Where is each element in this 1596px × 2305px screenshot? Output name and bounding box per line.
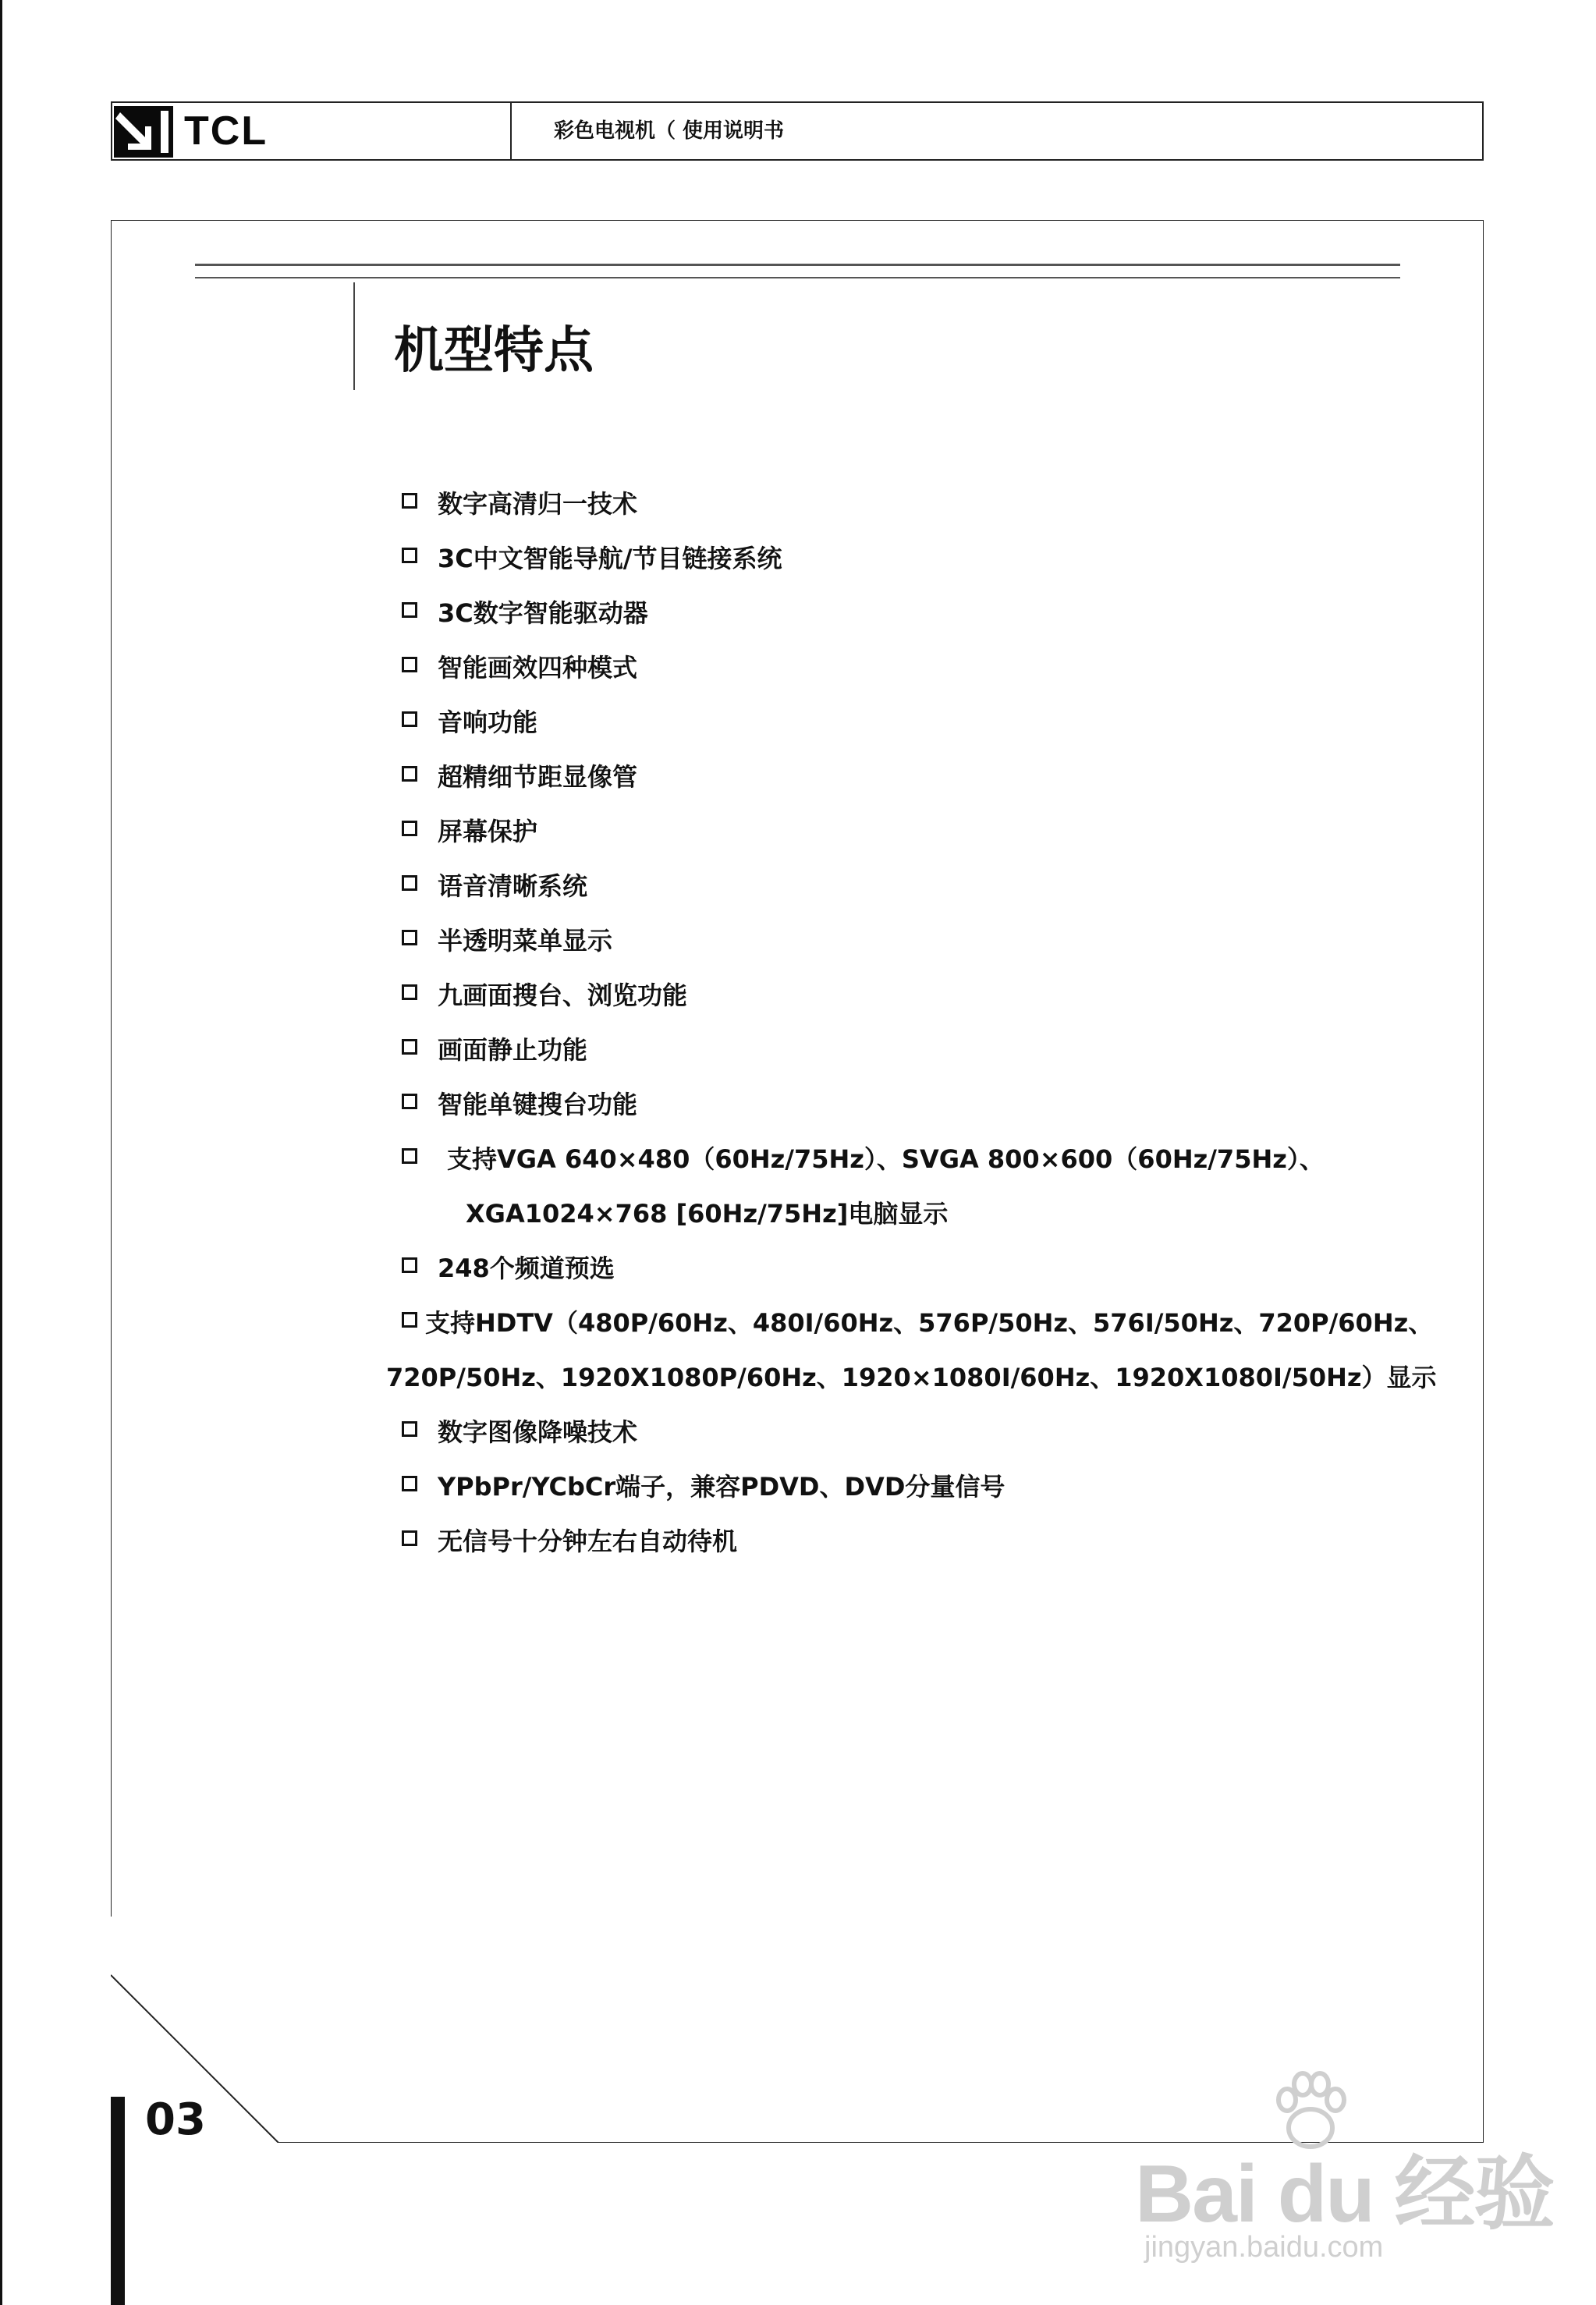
empty-square-icon: [402, 984, 417, 1000]
feature-text-line: 支持VGA 640×480（60Hz/75Hz）、SVGA 800×600（60Hz/75Hz）、: [447, 1144, 1325, 1174]
feature-text: YPbPr/YCbCr端子，兼容PDVD、DVD分量信号: [438, 1472, 1005, 1502]
feature-text: 3C中文智能导航/节目链接系统: [438, 544, 782, 573]
list-item: [402, 591, 1416, 646]
empty-square-icon: [402, 930, 417, 945]
logo-text: TCL: [184, 108, 268, 154]
list-item: [402, 755, 1416, 810]
header-title: 彩色电视机（ 使用说明书: [554, 119, 785, 143]
empty-square-icon: [402, 548, 417, 563]
empty-square-icon: [402, 1257, 417, 1273]
feature-text: 音响功能: [438, 707, 538, 737]
feature-text: 语音清晰系统: [438, 871, 588, 901]
empty-square-icon: [402, 657, 417, 672]
empty-square-icon: [402, 1094, 417, 1109]
empty-square-icon: [402, 1039, 417, 1055]
feature-text: 智能单键搜台功能: [438, 1090, 638, 1119]
feature-text: 数字图像降噪技术: [438, 1417, 638, 1447]
empty-square-icon: [402, 602, 417, 618]
list-item: [402, 482, 1416, 537]
empty-square-icon: [402, 821, 417, 836]
feature-text: 半透明菜单显示: [438, 926, 613, 956]
empty-square-icon: [402, 1530, 417, 1546]
empty-square-icon: [402, 493, 417, 509]
tcl-logo-icon: [114, 106, 173, 158]
feature-text-line: 支持HDTV（480P/60Hz、480I/60Hz、576P/50Hz、576I/50Hz、720P/60Hz、: [425, 1308, 1434, 1338]
empty-square-icon: [402, 766, 417, 782]
feature-text: 画面静止功能: [438, 1035, 588, 1065]
feature-text: 屏幕保护: [438, 817, 538, 846]
list-item: [402, 864, 1416, 919]
title-accent-rule: [353, 282, 355, 390]
page-edge-rule: [0, 0, 2, 2305]
section-title: 机型特点: [394, 322, 594, 380]
page-header: [111, 101, 1484, 161]
feature-text: [386, 1301, 1437, 1399]
feature-text-line: 720P/50Hz、1920X1080P/60Hz、1920×1080I/60Hz、1920X1080I/50Hz）显示: [386, 1363, 1437, 1392]
feature-text: [447, 1137, 1325, 1236]
list-item: [402, 537, 1416, 591]
feature-text: 3C数字智能驱动器: [438, 598, 648, 628]
baidu-watermark: [1135, 2066, 1554, 2300]
feature-text-line: XGA1024×768 [60Hz/75Hz]电脑显示: [466, 1199, 949, 1229]
feature-text: 248个频道预选: [438, 1254, 615, 1283]
list-item: [402, 1520, 1416, 1574]
list-item: [402, 919, 1416, 973]
list-item: [402, 700, 1416, 755]
list-item: [386, 1301, 1437, 1410]
tcl-logo: [112, 103, 510, 159]
list-item: [402, 646, 1416, 700]
list-item: [402, 1083, 1416, 1137]
feature-text: 智能画效四种模式: [438, 653, 638, 683]
list-item: [402, 1137, 1416, 1246]
empty-square-icon: [402, 1148, 417, 1164]
empty-square-icon: [402, 875, 417, 891]
list-item: [402, 973, 1416, 1028]
top-rule-secondary: [195, 277, 1400, 278]
feature-text: 九画面搜台、浏览功能: [438, 981, 688, 1010]
empty-square-icon: [402, 1312, 417, 1328]
header-divider: [510, 103, 512, 159]
list-item: [402, 1028, 1416, 1083]
empty-square-icon: [402, 711, 417, 727]
page-number-bar: [111, 2097, 125, 2305]
feature-text: 无信号十分钟左右自动待机: [438, 1527, 738, 1556]
feature-text: 数字高清归一技术: [438, 489, 638, 519]
list-item: [402, 1465, 1416, 1520]
page-number: 03: [145, 2094, 206, 2145]
list-item: [402, 1410, 1416, 1465]
watermark-text: Bai du 经验: [1135, 2149, 1554, 2239]
watermark-url: jingyan.baidu.com: [1144, 2231, 1384, 2264]
list-item: [402, 1246, 1416, 1301]
empty-square-icon: [402, 1476, 417, 1491]
list-item: [402, 810, 1416, 864]
feature-list: [386, 482, 1437, 1574]
feature-text: 超精细节距显像管: [438, 762, 638, 792]
top-rule: [195, 264, 1400, 266]
empty-square-icon: [402, 1421, 417, 1437]
